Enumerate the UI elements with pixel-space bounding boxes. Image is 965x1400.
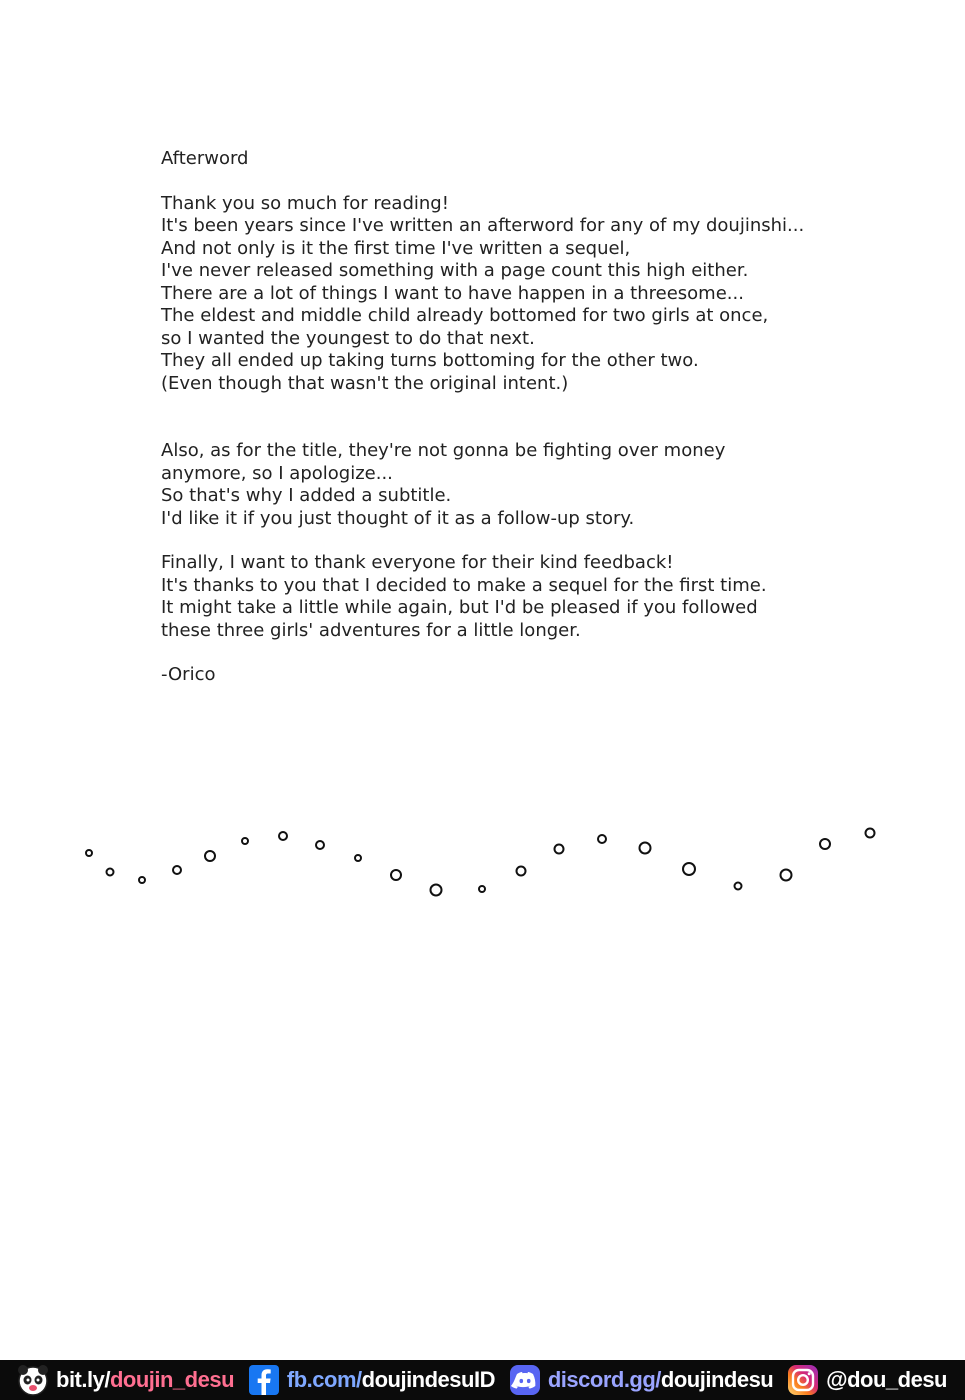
bubble-circle: [86, 850, 92, 856]
text-line: (Even though that wasn't the original intent.): [161, 372, 569, 394]
text-line: There are a lot of things I want to have happen in a threesome...: [161, 282, 744, 304]
bubble-circle: [279, 832, 287, 840]
bubble-circle: [781, 870, 792, 881]
site-suffix: doujin_desu: [109, 1367, 235, 1392]
facebook-link[interactable]: [247, 1363, 495, 1397]
site-link[interactable]: [16, 1363, 234, 1397]
decorative-bubbles: [0, 820, 965, 910]
bubble-circle: [598, 835, 606, 843]
bubble-circle: [107, 869, 114, 876]
afterword-letter: [161, 148, 901, 687]
panda-icon: [16, 1363, 50, 1397]
discord-prefix: discord.gg/: [547, 1367, 661, 1392]
facebook-prefix: fb.com/: [286, 1367, 362, 1392]
bubble-circle: [820, 839, 830, 849]
footer-bar: [0, 1360, 965, 1400]
text-line: Thank you so much for reading!: [161, 192, 449, 214]
text-line: It's thanks to you that I decided to make a sequel for the first time.: [161, 574, 767, 596]
text-line: It's been years since I've written an afterword for any of my doujinshi...: [161, 215, 805, 236]
instagram-link[interactable]: [786, 1363, 947, 1397]
paragraph-2: [161, 440, 901, 530]
bubble-circle: [139, 877, 145, 883]
text-line: I've never released something with a page count this high either.: [161, 260, 749, 281]
bubble-circle: [866, 829, 875, 838]
letter-title: Afterword: [161, 148, 249, 169]
bubble-circle: [555, 845, 564, 854]
text-line: They all ended up taking turns bottoming for the other two.: [161, 350, 699, 371]
bubble-circle: [479, 886, 485, 892]
bubble-circle: [242, 838, 248, 844]
text-line: these three girls' adventures for a little longer.: [161, 619, 581, 641]
bubble-circle: [391, 870, 401, 880]
text-line: So that's why I added a subtitle.: [161, 485, 452, 506]
bubble-circle: [316, 841, 324, 849]
bubble-circle: [173, 866, 181, 874]
instagram-icon: [786, 1363, 820, 1397]
bubble-circle: [205, 851, 215, 861]
text-line: And not only is it the first time I've written a sequel,: [161, 237, 631, 259]
text-line: It might take a little while again, but I'd be pleased if you followed: [161, 597, 758, 618]
facebook-suffix: doujindesuID: [361, 1367, 495, 1392]
text-line: anymore, so I apologize...: [161, 462, 393, 484]
paragraph-1: [161, 193, 901, 396]
text-line: The eldest and middle child already bottomed for two girls at once,: [161, 305, 769, 326]
bubble-circle: [683, 863, 695, 875]
site-prefix: bit.ly/: [56, 1367, 110, 1392]
bubble-circle: [735, 883, 742, 890]
bubble-circle: [355, 855, 361, 861]
facebook-icon: [247, 1363, 281, 1397]
discord-link[interactable]: [508, 1363, 773, 1397]
discord-icon: [508, 1363, 542, 1397]
bubble-circle: [431, 885, 442, 896]
text-line: so I wanted the youngest to do that next.: [161, 327, 535, 349]
paragraph-3: [161, 552, 901, 642]
discord-suffix: doujindesu: [660, 1367, 774, 1392]
bubble-circle: [640, 843, 651, 854]
bubble-circle: [517, 867, 526, 876]
text-line: Finally, I want to thank everyone for their kind feedback!: [161, 552, 674, 573]
text-line: I'd like it if you just thought of it as a follow-up story.: [161, 507, 635, 529]
text-line: Also, as for the title, they're not gonna be fighting over money: [161, 440, 726, 461]
instagram-handle: @dou_desu: [826, 1367, 947, 1392]
signature: -Orico: [161, 664, 216, 685]
